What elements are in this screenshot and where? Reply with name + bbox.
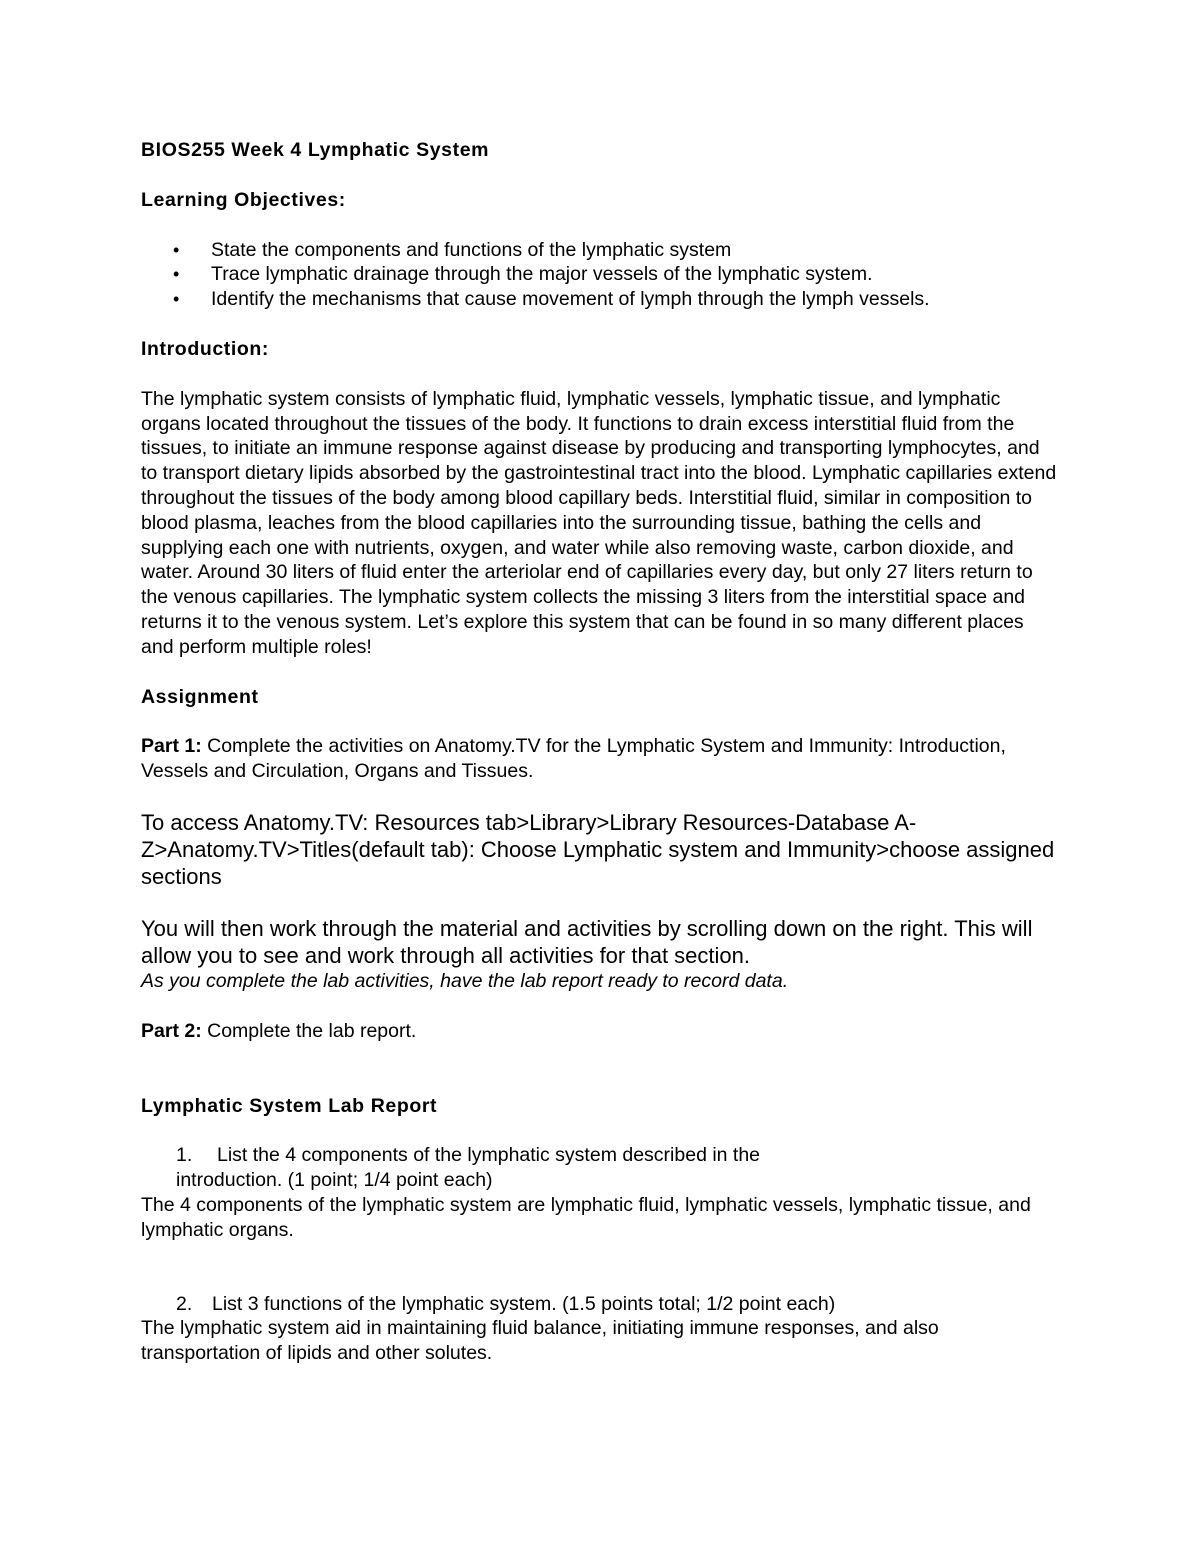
- lab-report-heading: Lymphatic System Lab Report: [141, 1094, 438, 1117]
- bullet-icon: •: [173, 239, 180, 260]
- question-2: [141, 1292, 1061, 1317]
- document-page: [141, 138, 1061, 1366]
- objective-text: Trace lymphatic drainage through the major vessels of the lymphatic system.: [211, 263, 873, 286]
- work-through-instructions: You will then work through the material and activities by scrolling down on the right. This will allow you to see and work through all activities for that section.: [141, 915, 1033, 968]
- answer-2: The lymphatic system aid in maintaining fluid balance, initiating immune responses, and also transportation of lipids and other solutes.: [141, 1317, 939, 1365]
- introduction-paragraph: The lymphatic system consists of lymphatic fluid, lymphatic vessels, lymphatic tissue, and lymphatic organs located throughout the tissues of the body. It functions to drain excess interstitial fluid from the tissues, to initiate an immune response against disease by producing and transporting lymphocytes, and to transport dietary lipids absorbed by the gastrointestinal tract into the blood. Lymphatic capillaries extend throughout the tissues of the body among blood capillary beds. Interstitial fluid, similar in composition to blood plasma, leaches from the blood capillaries into the surrounding tissue, bathing the cells and supplying each one with nutrients, oxygen, and water while also removing waste, carbon dioxide, and water. Around 30 liters of fluid enter the arteriolar end of capillaries every day, but only 27 liters return to the venous capillaries. The lymphatic system collects the missing 3 liters from the interstitial space and returns it to the venous system. Let’s explore this system that can be found in so many different places and perform multiple roles!: [141, 387, 1057, 658]
- list-item: [141, 262, 1061, 287]
- question-1-continued: introduction. (1 point; 1/4 point each): [176, 1169, 493, 1192]
- bullet-icon: •: [173, 289, 180, 310]
- answer-1: The 4 components of the lymphatic system are lymphatic fluid, lymphatic vessels, lymphatic tissue, and lymphatic organs.: [141, 1193, 1031, 1241]
- list-item: [141, 238, 1061, 263]
- question-text: List 3 functions of the lymphatic system. (1.5 points total; 1/2 point each): [212, 1292, 836, 1315]
- learning-objectives-list: [141, 238, 1061, 312]
- part1-label: Part 1:: [141, 735, 202, 758]
- question-number: 2.: [176, 1292, 193, 1315]
- introduction-heading: Introduction:: [141, 337, 270, 360]
- part1-paragraph: [141, 734, 1061, 784]
- spacer: [141, 1243, 1061, 1292]
- assignment-heading: Assignment: [141, 685, 259, 708]
- question-text: List the 4 components of the lymphatic system described in the: [217, 1144, 761, 1167]
- list-item: [141, 287, 1061, 312]
- part1-text: Complete the activities on Anatomy.TV for the Lymphatic System and Immunity: Introduction, Vessels and Circulation, Organs and Tissues.: [141, 735, 1006, 783]
- question-1: [141, 1143, 1061, 1168]
- part2-label: Part 2:: [141, 1019, 202, 1042]
- bullet-icon: •: [173, 264, 180, 285]
- question-number: 1.: [176, 1144, 193, 1167]
- document-title: BIOS255 Week 4 Lymphatic System: [141, 139, 490, 161]
- objective-text: State the components and functions of the lymphatic system: [211, 238, 732, 261]
- lab-report-note: As you complete the lab activities, have the lab report ready to record data.: [141, 969, 789, 992]
- part2-paragraph: [141, 1019, 1061, 1044]
- access-instructions: To access Anatomy.TV: Resources tab>Library>Library Resources-Database A-Z>Anatomy.TV>Titles(default tab): Choose Lymphatic system and Immunity>choose assigned sections: [141, 809, 1055, 889]
- objective-text: Identify the mechanisms that cause movement of lymph through the lymph vessels.: [211, 288, 930, 311]
- learning-objectives-heading: Learning Objectives:: [141, 188, 346, 211]
- part2-text: Complete the lab report.: [201, 1019, 417, 1042]
